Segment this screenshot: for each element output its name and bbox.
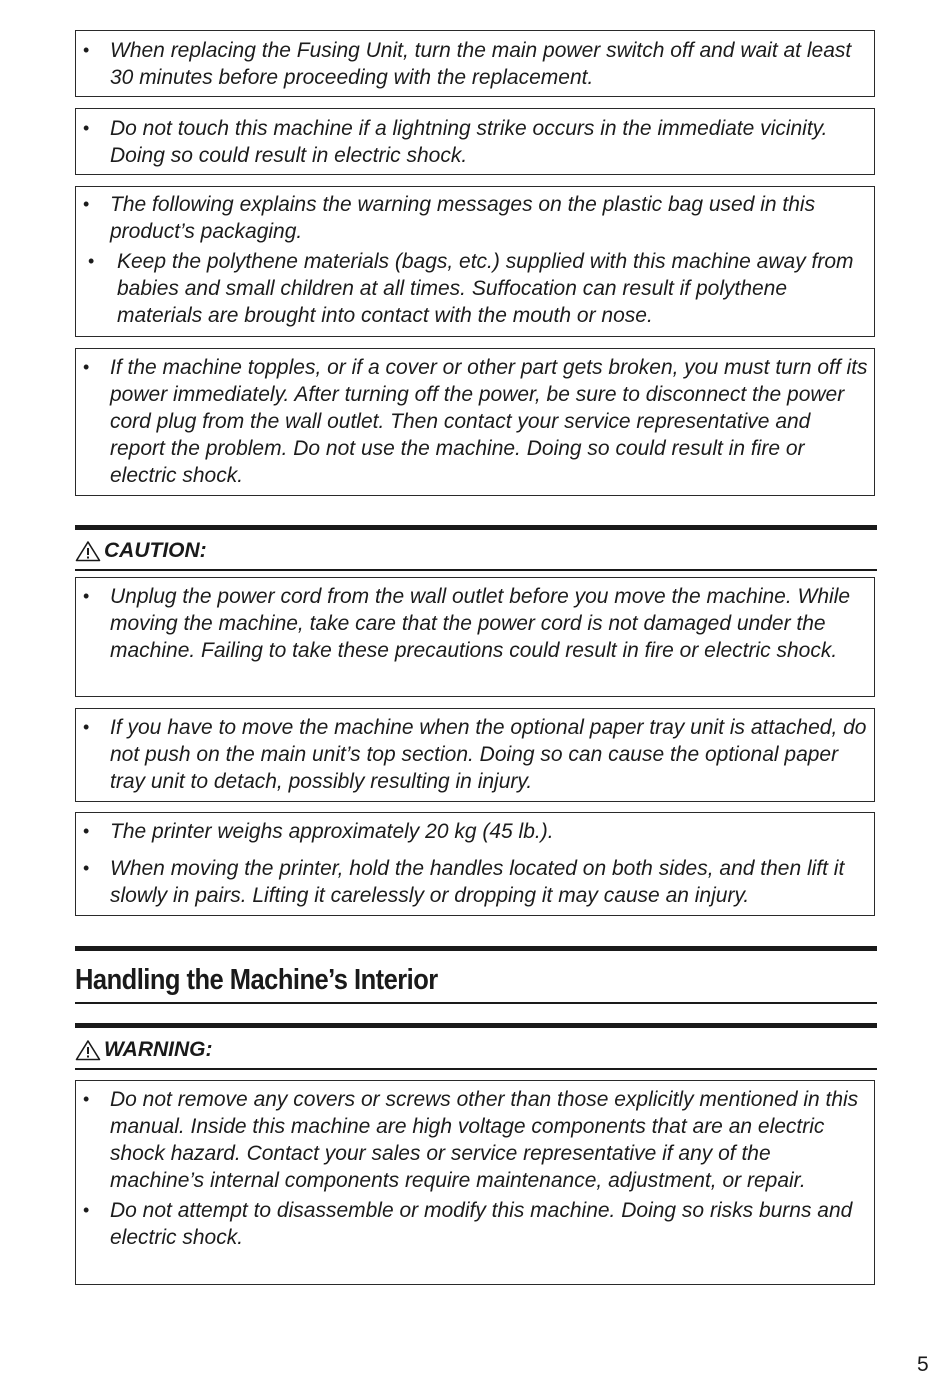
section-top-rule: [75, 946, 877, 951]
warning-item: • Do not remove any covers or screws other than those explicitly mentioned in this manual. Inside this machine are high voltage components that are an electric shock hazard. Contact your sales or service representative if any of the machine’s internal components require maintenance, adjustment, or repair.: [83, 1088, 859, 1192]
warning-item: • If the machine topples, or if a cover or other part gets broken, you must turn off its power immediately. After turning off the power, be sure to disconnect the power cord plug from the wall outlet. Then contact your service representative and report the problem. Do not use the machine. Doing so could result in fire or electric shock.: [83, 356, 868, 487]
warning-top-rule: [75, 1023, 877, 1028]
warning-box-1: [75, 30, 875, 97]
caution-box-1: [75, 577, 875, 697]
caution-item: • The printer weighs approximately 20 kg (45 lb.).: [83, 820, 554, 843]
caution-item: • If you have to move the machine when the optional paper tray unit is attached, do not push on the main unit’s top section. Doing so can cause the optional paper tray unit to detach, possibly resulting in injury.: [83, 716, 867, 793]
warning-label: WARNING:: [75, 1037, 213, 1063]
warning-box-4: [75, 348, 875, 496]
warning-subitem: • Keep the polythene materials (bags, etc.) supplied with this machine away from babies and small children at all times. Suffocation can result if polythene materials are brought into contact with the mouth or nose.: [88, 250, 854, 327]
warning-item: • Do not touch this machine if a lightning strike occurs in the immediate vicinity. Doing so could result in electric shock.: [83, 117, 828, 167]
interior-warning-box: [75, 1080, 875, 1285]
warning-item: • The following explains the warning messages on the plastic bag used in this product’s packaging.: [83, 193, 816, 243]
caution-box-2: [75, 708, 875, 802]
page-number: 5: [917, 1353, 929, 1376]
warning-box-3: [75, 186, 875, 337]
warning-item: • Do not attempt to disassemble or modify this machine. Doing so risks burns and electric shock.: [83, 1199, 853, 1249]
warning-item: • When replacing the Fusing Unit, turn the main power switch off and wait at least 30 minutes before proceeding with the replacement.: [83, 39, 852, 89]
warning-box-2: [75, 108, 875, 175]
caution-top-rule: [75, 525, 877, 530]
warning-triangle-icon: [75, 540, 101, 562]
section-title-underline: [75, 1002, 877, 1004]
caution-bottom-rule: [75, 569, 877, 571]
caution-item: • Unplug the power cord from the wall outlet before you move the machine. While moving the machine, take care that the power cord is not damaged under the machine. Failing to take these precautions could result in fire or electric shock.: [83, 585, 851, 662]
section-title: Handling the Machine’s Interior: [75, 964, 438, 996]
warning-bottom-rule: [75, 1068, 877, 1070]
caution-item: • When moving the printer, hold the handles located on both sides, and then lift it slowly in pairs. Lifting it carelessly or dropping it may cause an injury.: [83, 857, 845, 907]
caution-label: CAUTION:: [75, 538, 207, 564]
warning-triangle-icon: [75, 1039, 101, 1061]
caution-box-3: [75, 812, 875, 916]
